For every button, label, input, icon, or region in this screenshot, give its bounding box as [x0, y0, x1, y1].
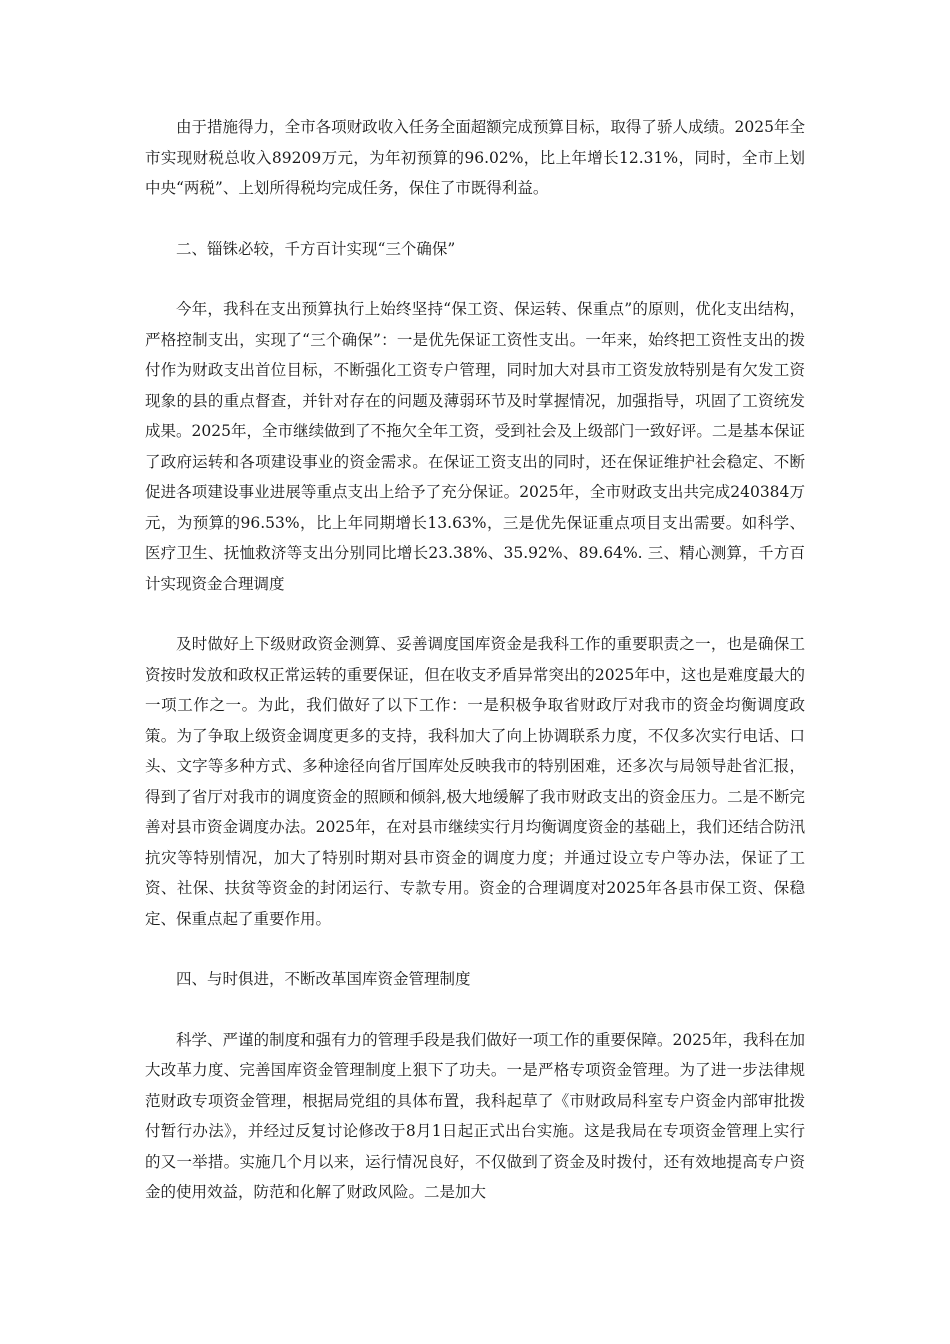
- section-heading-four: 四、与时俱进，不断改革国库资金管理制度: [176, 970, 471, 988]
- paragraph-gap: [145, 599, 805, 629]
- paragraph-gap: [145, 934, 805, 964]
- document-body: [145, 112, 805, 1208]
- paragraph-treasury-reform: 科学、严谨的制度和强有力的管理手段是我们做好一项工作的重要保障。2025年，我科在加大改革力度、完善国库资金管理制度上狠下了功夫。一是严格专项资金管理。为了进一步法律规范财政专项资金管理，根据局党组的具体布置，我科起草了《市财政局科室专户资金内部审批拨付暂行办法》，并经过反复讨论修改于8月1日起正式出台实施。这是我局在专项资金管理上实行的又一举措。实施几个月以来，运行情况良好，不仅做到了资金及时拨付，还有效地提高专户资金的使用效益，防范和化解了财政风险。二是加大: [145, 1030, 805, 1201]
- paragraph-fund-dispatch: 及时做好上下级财政资金测算、妥善调度国库资金是我科工作的重要职责之一，也是确保工资按时发放和政权正常运转的重要保证，但在收支矛盾异常突出的2025年中，这也是难度最大的一项工作之一。为此，我们做好了以下工作：一是积极争取省财政厅对我市的资金均衡调度政策。为了争取上级资金调度更多的支持，我科加大了向上协调联系力度，不仅多次实行电话、口头、文字等多种方式、多种途径向省厅国库处反映我市的特别困难，还多次与局领导赴省汇报，得到了省厅对我市的调度资金的照顾和倾斜,极大地缓解了我市财政支出的资金压力。二是不断完善对县市资金调度办法。2025年，在对县市继续实行月均衡调度资金的基础上，我们还结合防汛抗灾等特别情况，加大了特别时期对县市资金的调度力度；并通过设立专户等办法，保证了工资、社保、扶贫等资金的封闭运行、专款专用。资金的合理调度对2025年各县市保工资、保稳定、保重点起了重要作用。: [145, 635, 805, 928]
- section-heading-two: 二、锱铢必较，千方百计实现“三个确保”: [176, 239, 456, 258]
- paragraph-gap: [145, 204, 805, 234]
- paragraph-revenue-results: 由于措施得力，全市各项财政收入任务全面超额完成预算目标，取得了骄人成绩。2025年全市实现财税总收入89209万元，为年初预算的96.02%，比上年增长12.31%，同时，全市上划中央“两税”、上划所得税均完成任务，保住了市既得利益。: [145, 118, 805, 197]
- paragraph-gap: [145, 264, 805, 294]
- paragraph-gap: [145, 995, 805, 1025]
- paragraph-three-guarantees: 今年，我科在支出预算执行上始终坚持“保工资、保运转、保重点”的原则，优化支出结构，严格控制支出，实现了“三个确保”：一是优先保证工资性支出。一年来，始终把工资性支出的拨付作为财政支出首位目标，不断强化工资专户管理，同时加大对县市工资发放特别是有欠发工资现象的县的重点督查，并针对存在的问题及薄弱环节及时掌握情况，加强指导，巩固了工资统发成果。2025年，全市继续做到了不拖欠全年工资，受到社会及上级部门一致好评。二是基本保证了政府运转和各项建设事业的资金需求。在保证工资支出的同时，还在保证维护社会稳定、不断促进各项建设事业进展等重点支出上给予了充分保证。2025年，全市财政支出共完成240384万元，为预算的96.53%，比上年同期增长13.63%，三是优先保证重点项目支出需要。如科学、医疗卫生、抚恤救济等支出分别同比增长23.38%、35.92%、89.64%. 三、精心测算，千方百计实现资金合理调度: [145, 300, 805, 593]
